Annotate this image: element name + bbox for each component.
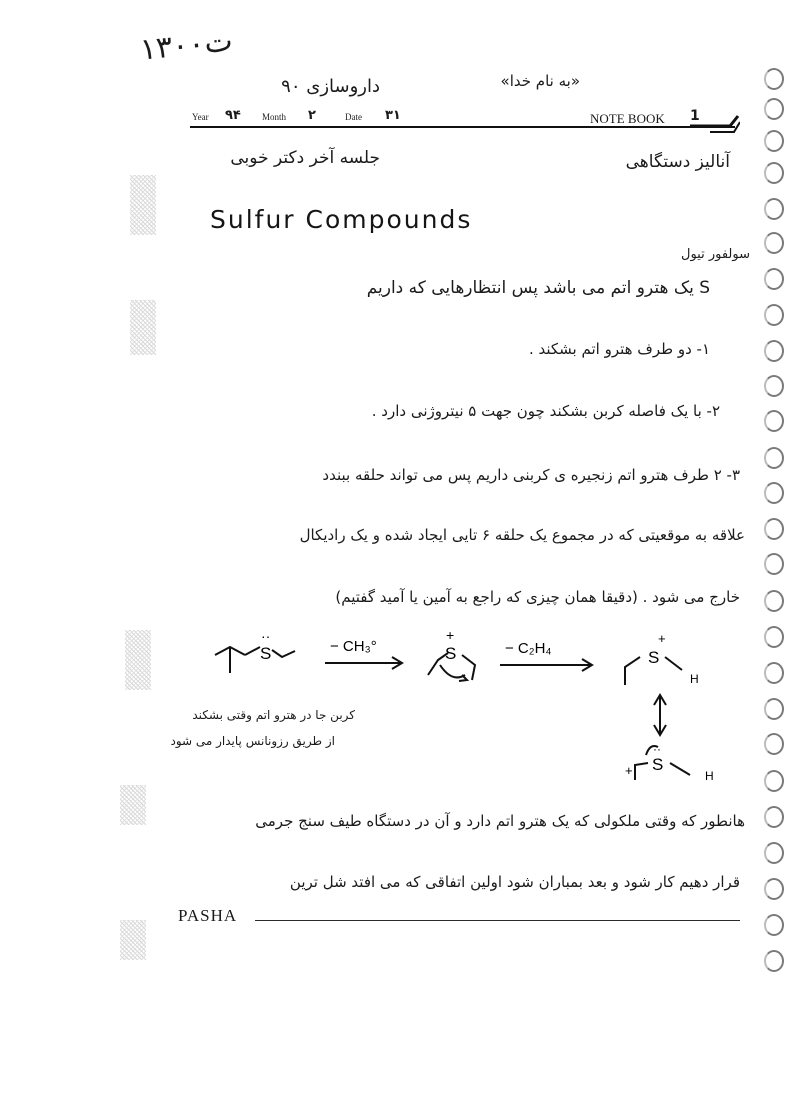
charge-3: + <box>658 631 666 646</box>
binding-ring <box>764 950 784 972</box>
course-name: آنالیز دستگاهی <box>625 152 730 172</box>
binding-ring <box>764 626 784 648</box>
binding-ring <box>764 842 784 864</box>
binding-ring <box>764 878 784 900</box>
binding-ring <box>764 806 784 828</box>
scan-artifact <box>125 630 151 690</box>
binding-ring <box>764 447 784 469</box>
month-label: Month <box>262 112 287 122</box>
footer-brand-text: PASHA <box>178 906 238 925</box>
s-atom-2: S <box>445 644 457 663</box>
binding-ring <box>764 914 784 936</box>
binding-ring <box>764 232 784 254</box>
binding-ring <box>764 340 784 362</box>
lone-pair-1: ·· <box>261 628 271 644</box>
scan-artifact <box>130 300 156 355</box>
list-item-2: ۲- با یک فاصله کربن بشکند چون جهت ۵ نیتروژنی دارد . <box>371 402 720 420</box>
binding-ring <box>764 553 784 575</box>
resonance-arrow <box>654 695 666 735</box>
notebook-number: 1 <box>690 108 700 124</box>
binding-ring <box>764 733 784 755</box>
arrow-1-label: − CH₃° <box>330 638 377 655</box>
s-atom-3: S <box>648 648 660 667</box>
notebook-label: NOTE BOOK <box>590 111 665 126</box>
arrow-2-label: − C₂H₄ <box>505 640 552 657</box>
molecule-thioether <box>215 647 295 673</box>
year-value: ۹۴ <box>225 108 241 123</box>
date-label: Date <box>345 112 362 122</box>
bismillah: «به نام خدا» <box>500 72 580 90</box>
footer-rule <box>255 920 740 921</box>
s-atom-1: S <box>260 644 272 663</box>
list-item-3: ۳- ۲ طرف هترو اتم زنجیره ی کربنی داریم پس می تواند حلقه ببندد <box>322 466 740 484</box>
subject-title: داروسازی ۹۰ <box>281 76 380 97</box>
intro-line: S یک هترو اتم می باشد پس انتظارهایی که داریم <box>366 278 710 298</box>
binding-ring <box>764 410 784 432</box>
side-note-1: کربن جا در هترو اتم وقتی بشکند <box>192 708 355 722</box>
binding-ring <box>764 268 784 290</box>
arrow-loss-c2h4 <box>500 659 592 671</box>
scan-artifact <box>130 175 156 235</box>
list-item-1: ۱- دو طرف هترو اتم بشکند . <box>528 340 710 358</box>
binding-ring <box>764 162 784 184</box>
year-label: Year <box>192 112 209 122</box>
session-name: جلسه آخر دکتر خوبی <box>230 148 380 168</box>
binding-ring <box>764 662 784 684</box>
date-value: ۳۱ <box>385 108 401 123</box>
footer-brand <box>178 906 237 926</box>
binding-ring <box>764 698 784 720</box>
arrow-loss-ch3 <box>325 657 402 669</box>
charge-2: + <box>446 627 455 643</box>
binding-ring <box>764 304 784 326</box>
binding-ring <box>764 198 784 220</box>
binding-ring <box>764 518 784 540</box>
scan-artifact <box>120 785 146 825</box>
binding-ring <box>764 98 784 120</box>
scan-artifact <box>120 920 146 960</box>
page-number: ۱۳۰۰ت <box>138 23 235 68</box>
binding-ring <box>764 590 784 612</box>
paragraph-line-3: هانطور که وقتی ملکولی که یک هترو اتم دارد و آن در دستگاه طیف سنج جرمی <box>255 812 745 830</box>
binding-ring <box>764 770 784 792</box>
subheading: سولفور تیول <box>681 247 750 262</box>
paragraph-line-4: قرار دهیم کار شود و بعد بمباران شود اولین اتفاقی که می افتد شل ترین <box>289 873 740 891</box>
charge-4: + <box>625 763 633 778</box>
month-value: ۲ <box>308 108 316 123</box>
lone-pair-4: ·· <box>653 742 661 756</box>
h-atom-3: H <box>690 672 699 686</box>
binding-ring <box>764 68 784 90</box>
section-title: Sulfur Compounds <box>210 205 473 234</box>
header-rule <box>190 126 735 128</box>
paragraph-line-1: علاقه به موقعیتی که در مجموع یک حلقه ۶ تایی ایجاد شده و یک رادیکال <box>299 526 745 544</box>
s-atom-4: S <box>652 755 664 774</box>
paragraph-line-2: خارج می شود . (دقیقا همان چیزی که راجع به آمین یا آمید گفتیم) <box>335 588 740 606</box>
notebook-header <box>190 108 750 134</box>
binding-ring <box>764 482 784 504</box>
h-atom-4: H <box>705 769 714 783</box>
side-note-2: از طریق رزونانس پایدار می شود <box>170 734 335 748</box>
binding-ring <box>764 130 784 152</box>
header-flourish <box>690 112 740 134</box>
binding-ring <box>764 375 784 397</box>
